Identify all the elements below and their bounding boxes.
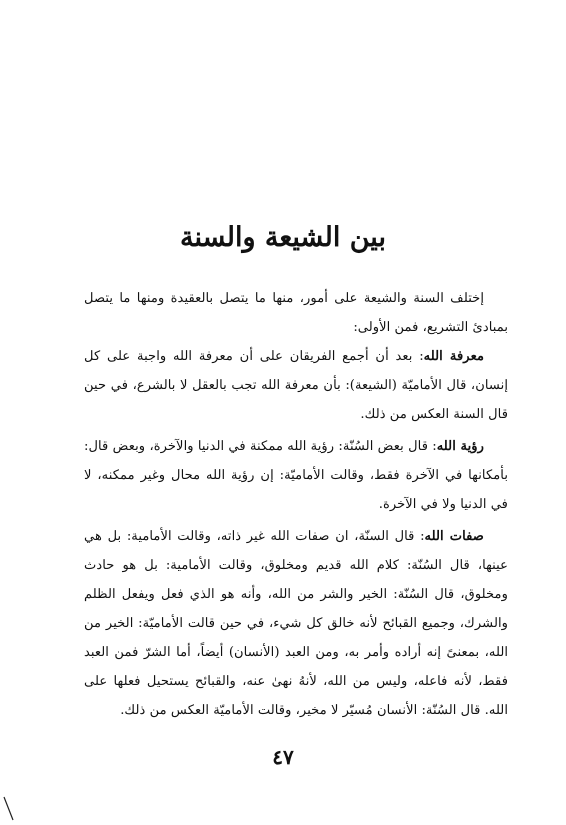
body-text xyxy=(84,284,508,728)
paragraph-seeing-god xyxy=(84,432,508,519)
paragraph-attributes-of-god xyxy=(84,522,508,725)
paragraph-term: معرفة الله xyxy=(423,349,485,364)
paragraph-knowing-god xyxy=(84,342,508,429)
paragraph-text: : قال السنّة، ان صفات الله غير ذاته، وقالت الأمامية: بل هي عينها، قال السُنّة: كلام الله قديم ومخلوق، وقالت الأمامية: بل هو حادث ومخلوق، قال السُنّة: الخير والشر من الله، وأنه هو الذي فعل ويفعل الظلم والشرك، وجميع القبائح لأنه خالق كل شيء، في حين قالت الأماميّة: الخير من الله، بمعنىً إنه أراده وأمر به، ومن العبد (الأنسان) أيضاً، أما الشرّ فمن العبد فقط، لأنه فاعله، وليس من الله، لأنهُ نهىٰ عنه، والقبائح يستحيل فعلها على الله. قال السُنّة: الأنسان مُسيّر لا مخير، وقالت الأماميّة العكس من ذلك. xyxy=(84,529,508,718)
paragraph-term: رؤية الله xyxy=(436,439,485,454)
paragraph-term: صفات الله xyxy=(424,529,484,544)
chapter-title: بين الشيعة والسنة xyxy=(180,222,386,253)
intro-paragraph: إختلف السنة والشيعة على أمور، منها ما يتصل بالعقيدة ومنها ما يتصل بمبادئ التشريع، فمن الأولى: xyxy=(84,291,508,335)
scan-edge-mark xyxy=(2,796,16,822)
paragraph-text: : قال بعض السُنّة: رؤية الله ممكنة في الدنيا والآخرة، وبعض قال: بأمكانها في الآخرة فقط، وقالت الأماميّة: إن رؤية الله محال وغير ممكنه، لا في الدنيا ولا في الآخرة. xyxy=(84,439,508,512)
page-number: ٤٧ xyxy=(272,745,294,769)
paragraph-text: : بعد أن أجمع الفريقان على أن معرفة الله واجبة على كل إنسان، قال الأماميّة (الشيعة): بأن معرفة الله تجب بالعقل لا بالشرع، في حين قال السنة العكس من ذلك. xyxy=(84,349,508,422)
